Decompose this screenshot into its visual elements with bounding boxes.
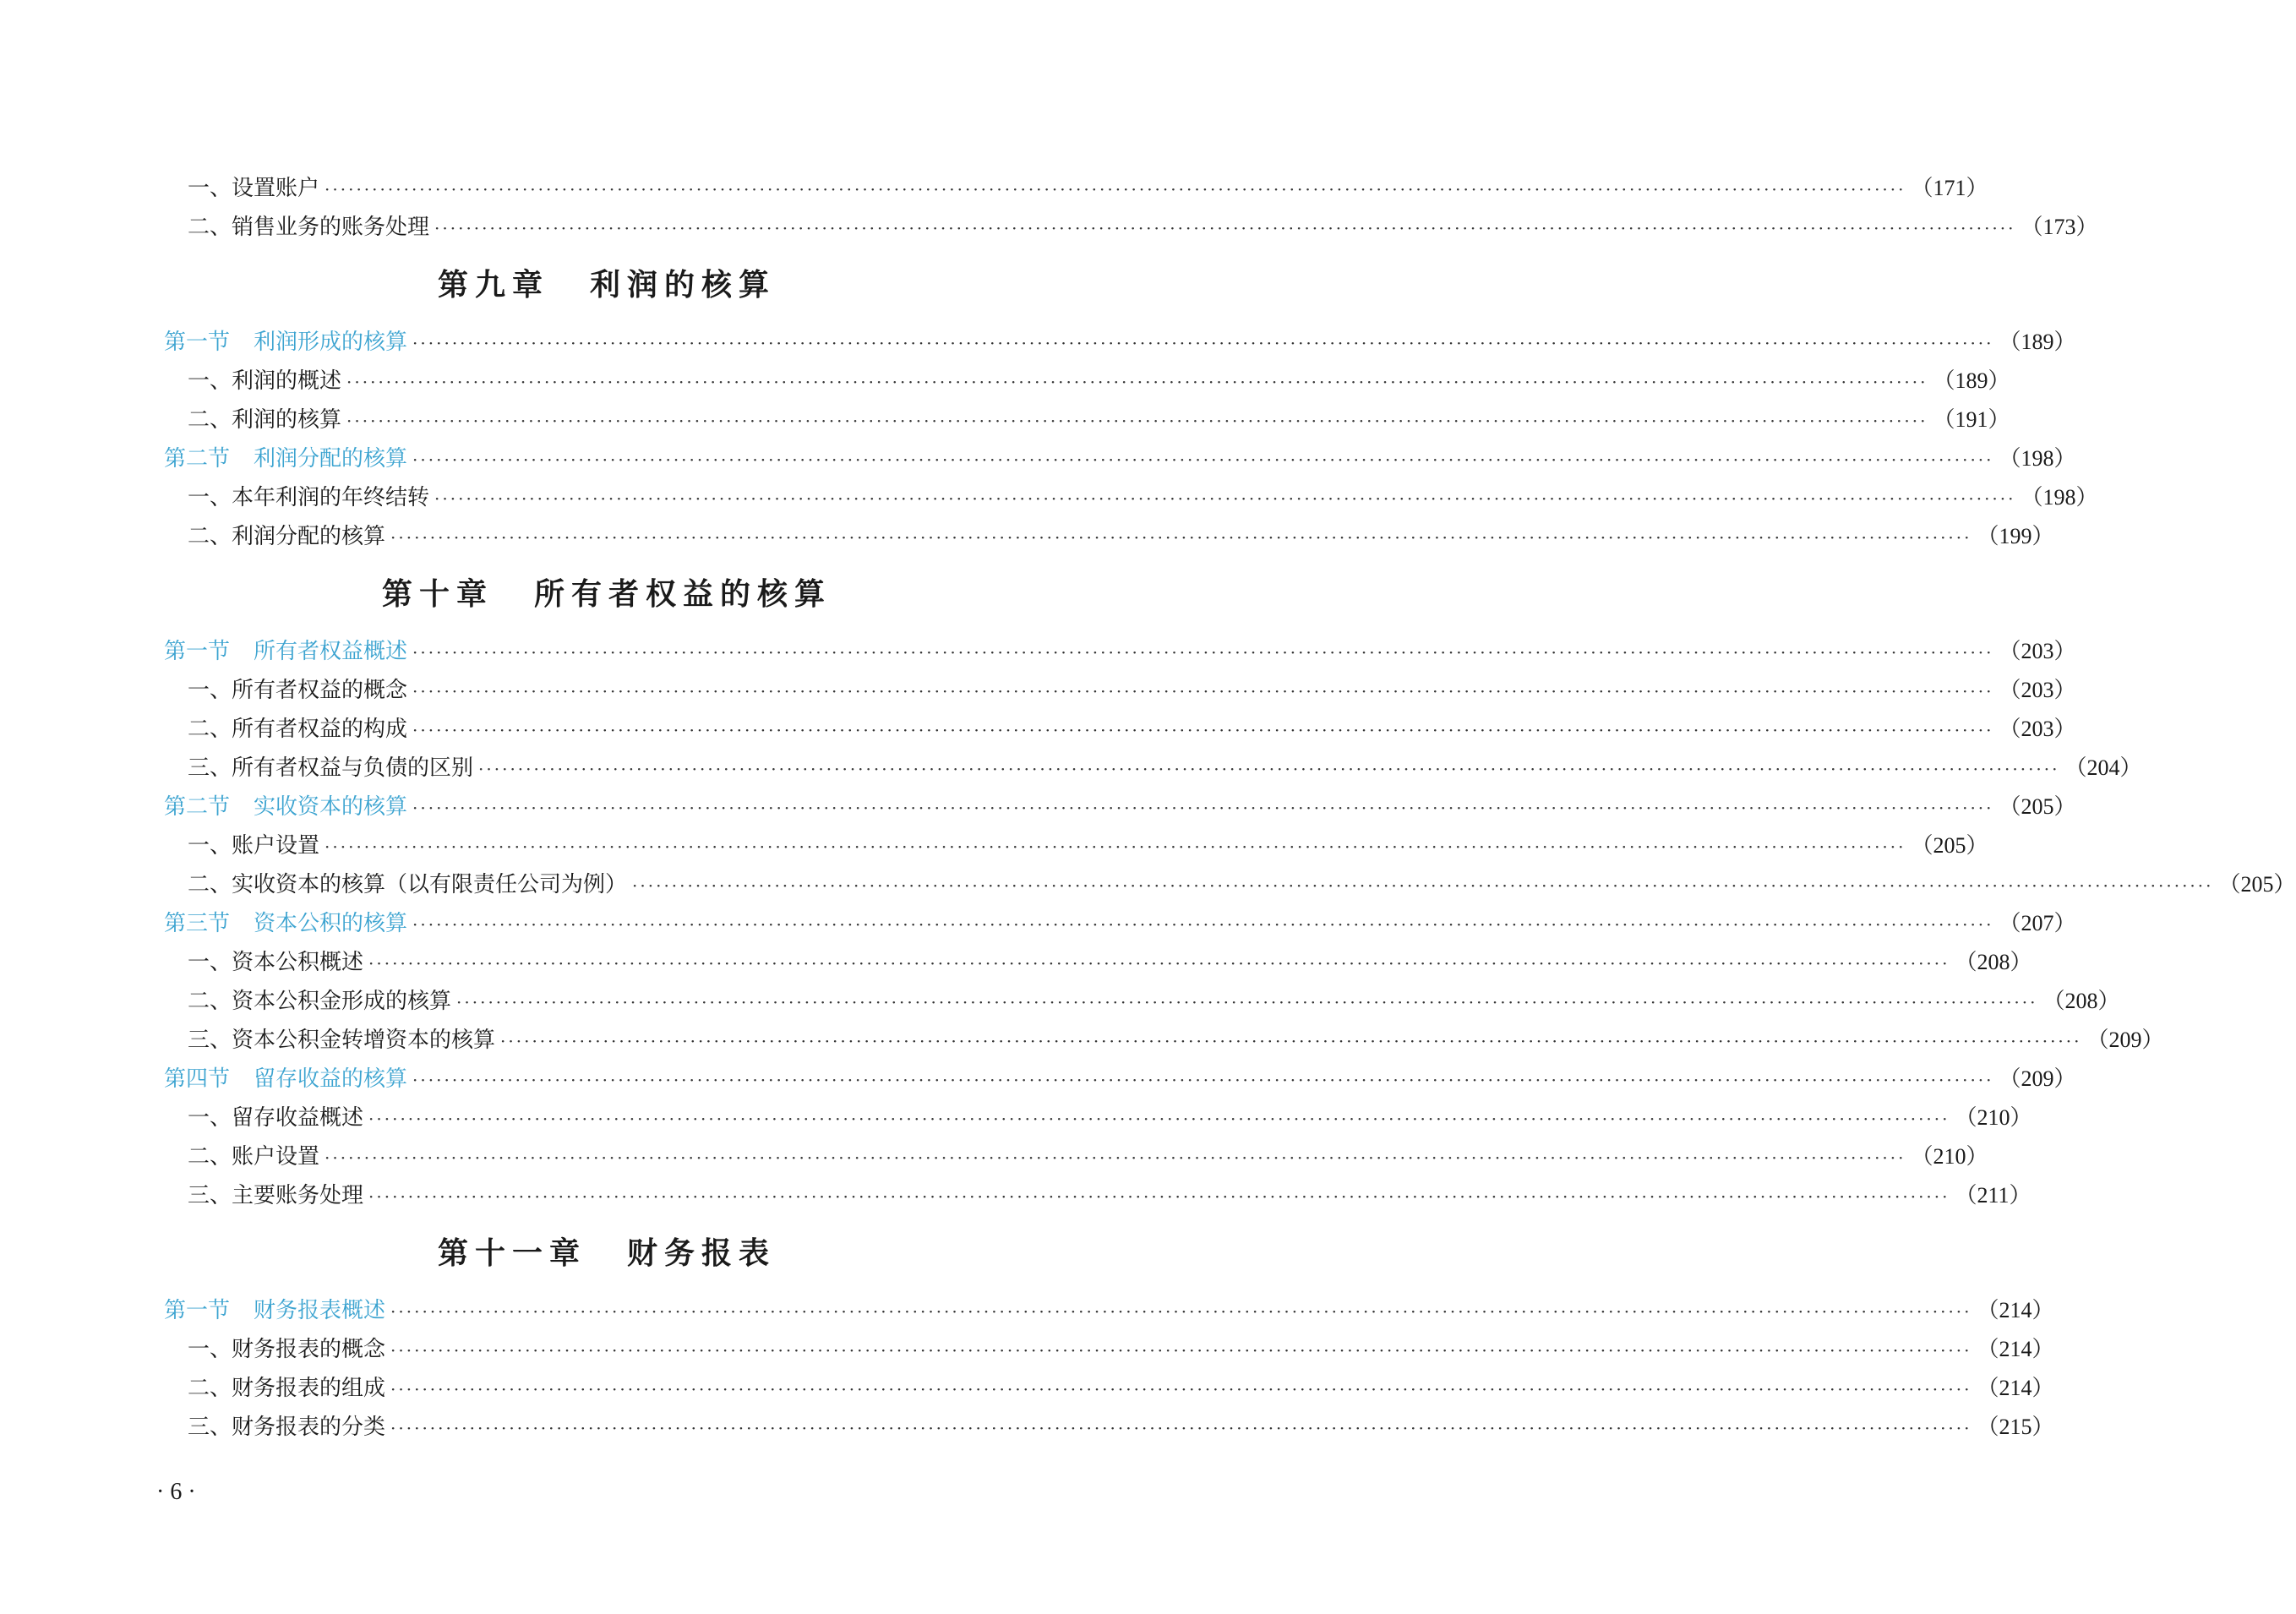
dot-leader: ········································································································································································································	[368, 1186, 1950, 1207]
section-number: 第二节	[164, 446, 231, 472]
subsection-title: 三、所有者权益与负债的区别	[188, 755, 474, 781]
dot-leader: ········································································································································································································	[390, 1418, 1972, 1438]
toc-section-entry[interactable]	[164, 323, 2076, 362]
subsection-title: 二、财务报表的组成	[188, 1376, 386, 1401]
toc-section-entry[interactable]	[164, 1060, 2076, 1099]
subsection-title: 二、销售业务的账务处理	[188, 215, 430, 240]
page-reference: （171）	[1911, 176, 1988, 200]
dot-leader: ········································································································································································································	[412, 720, 1994, 740]
toc-section-entry[interactable]	[164, 904, 2076, 943]
toc-subsection-entry[interactable]	[164, 401, 2010, 439]
page-reference: （214）	[1977, 1337, 2054, 1361]
section-number: 第一节	[164, 639, 231, 664]
dot-leader: ········································································································································································································	[324, 179, 1906, 199]
section-label	[164, 632, 407, 671]
subsection-title: 一、所有者权益的概念	[188, 678, 408, 703]
toc-subsection-entry[interactable]	[164, 1137, 1988, 1176]
chapter-title: 所有者权益的核算	[534, 576, 832, 612]
dot-leader: ········································································································································································································	[390, 1301, 1972, 1322]
dot-leader: ········································································································································································································	[412, 798, 1994, 818]
dot-leader: ········································································································································································································	[412, 642, 1994, 663]
subsection-title: 一、资本公积概述	[188, 950, 364, 975]
section-label	[164, 1060, 407, 1099]
page-reference: （208）	[2042, 989, 2120, 1013]
toc-subsection-entry[interactable]	[164, 982, 2120, 1021]
subsection-title: 一、财务报表的概念	[188, 1337, 386, 1362]
page-reference: （205）	[1911, 833, 1988, 858]
section-title: 利润形成的核算	[254, 330, 408, 355]
dot-leader: ········································································································································································································	[346, 372, 1928, 392]
subsection-title: 三、资本公积金转增资本的核算	[188, 1028, 496, 1053]
toc-subsection-entry[interactable]	[164, 1330, 2054, 1369]
toc-subsection-entry[interactable]	[164, 208, 2098, 247]
chapter-number: 第九章	[437, 267, 549, 303]
section-label	[164, 439, 407, 478]
chapter-title: 利润的核算	[590, 267, 777, 303]
dot-leader: ········································································································································································································	[632, 875, 2214, 896]
page-reference: （208）	[1955, 950, 2032, 974]
section-number: 第一节	[164, 1298, 231, 1323]
toc-subsection-entry[interactable]	[164, 671, 2076, 710]
page-reference: （199）	[1977, 524, 2054, 548]
page-reference: （205）	[1999, 794, 2076, 819]
toc-subsection-entry[interactable]	[164, 169, 1988, 208]
page-reference: （204）	[2064, 755, 2142, 780]
section-title: 资本公积的核算	[254, 911, 408, 936]
page-reference: （209）	[2086, 1028, 2164, 1052]
chapter-number: 第十章	[381, 576, 494, 612]
page-reference: （203）	[1999, 639, 2076, 663]
table-of-contents	[164, 169, 2296, 1447]
page-reference: （205）	[2218, 872, 2296, 897]
page-reference: （191）	[1933, 407, 2010, 432]
subsection-title: 一、设置账户	[188, 176, 320, 201]
toc-subsection-entry[interactable]	[164, 1099, 2032, 1137]
toc-section-entry[interactable]	[164, 439, 2076, 478]
toc-section-entry[interactable]	[164, 1291, 2054, 1330]
chapter-heading	[164, 556, 1050, 632]
subsection-title: 一、账户设置	[188, 833, 320, 859]
page-reference: （198）	[2021, 485, 2098, 510]
toc-subsection-entry[interactable]	[164, 865, 2296, 904]
page-reference: （214）	[1977, 1298, 2054, 1322]
page-reference: （203）	[1999, 678, 2076, 702]
subsection-title: 二、资本公积金形成的核算	[188, 989, 452, 1014]
page-reference: （215）	[1977, 1415, 2054, 1439]
subsection-title: 二、账户设置	[188, 1144, 320, 1170]
section-title: 留存收益的核算	[254, 1066, 408, 1092]
toc-subsection-entry[interactable]	[164, 749, 2142, 788]
section-number: 第二节	[164, 794, 231, 820]
page-reference: （207）	[1999, 911, 2076, 935]
dot-leader: ········································································································································································································	[412, 1070, 1994, 1090]
dot-leader: ········································································································································································································	[456, 992, 2038, 1012]
chapter-heading	[164, 1215, 1050, 1291]
page-reference: （189）	[1933, 368, 2010, 393]
section-title: 利润分配的核算	[254, 446, 408, 472]
section-label	[164, 788, 407, 826]
toc-subsection-entry[interactable]	[164, 710, 2076, 749]
toc-subsection-entry[interactable]	[164, 943, 2032, 982]
dot-leader: ········································································································································································································	[478, 759, 2060, 779]
section-number: 第三节	[164, 911, 231, 936]
page-reference: （210）	[1911, 1144, 1988, 1169]
dot-leader: ········································································································································································································	[412, 681, 1994, 701]
subsection-title: 二、利润的核算	[188, 407, 342, 433]
toc-section-entry[interactable]	[164, 788, 2076, 826]
subsection-title: 一、留存收益概述	[188, 1105, 364, 1131]
subsection-title: 二、利润分配的核算	[188, 524, 386, 549]
page-number: · 6 ·	[156, 1479, 196, 1505]
section-label	[164, 1291, 385, 1330]
dot-leader: ········································································································································································································	[412, 914, 1994, 935]
section-title: 财务报表概述	[254, 1298, 386, 1323]
dot-leader: ········································································································································································································	[390, 527, 1972, 548]
toc-subsection-entry[interactable]	[164, 362, 2010, 401]
dot-leader: ········································································································································································································	[412, 333, 1994, 353]
page-reference: （198）	[1999, 446, 2076, 471]
toc-subsection-entry[interactable]	[164, 1408, 2054, 1447]
page-reference: （210）	[1955, 1105, 2032, 1130]
subsection-title: 二、所有者权益的构成	[188, 717, 408, 742]
chapter-number: 第十一章	[437, 1235, 586, 1271]
page-reference: （173）	[2021, 215, 2098, 239]
section-label	[164, 323, 407, 362]
dot-leader: ········································································································································································································	[434, 488, 2016, 509]
section-number: 第四节	[164, 1066, 231, 1092]
page-reference: （209）	[1999, 1066, 2076, 1091]
dot-leader: ········································································································································································································	[324, 1148, 1906, 1168]
toc-subsection-entry[interactable]	[164, 478, 2098, 517]
dot-leader: ········································································································································································································	[368, 1109, 1950, 1129]
page-reference: （214）	[1977, 1376, 2054, 1400]
section-title: 所有者权益概述	[254, 639, 408, 664]
toc-subsection-entry[interactable]	[164, 1369, 2054, 1408]
section-label	[164, 904, 407, 943]
toc-subsection-entry[interactable]	[164, 517, 2054, 556]
subsection-title: 三、财务报表的分类	[188, 1415, 386, 1440]
page-reference: （203）	[1999, 717, 2076, 741]
dot-leader: ········································································································································································································	[412, 450, 1994, 470]
chapter-title: 财务报表	[627, 1235, 777, 1271]
subsection-title: 二、实收资本的核算（以有限责任公司为例）	[188, 872, 628, 897]
dot-leader: ········································································································································································································	[500, 1031, 2082, 1051]
toc-section-entry[interactable]	[164, 632, 2076, 671]
toc-subsection-entry[interactable]	[164, 1021, 2164, 1060]
toc-subsection-entry[interactable]	[164, 826, 1988, 865]
subsection-title: 一、利润的概述	[188, 368, 342, 394]
dot-leader: ········································································································································································································	[390, 1379, 1972, 1399]
dot-leader: ········································································································································································································	[390, 1340, 1972, 1360]
dot-leader: ········································································································································································································	[324, 837, 1906, 857]
subsection-title: 三、主要账务处理	[188, 1183, 364, 1208]
page-reference: （211）	[1955, 1183, 2031, 1208]
dot-leader: ········································································································································································································	[434, 218, 2016, 238]
subsection-title: 一、本年利润的年终结转	[188, 485, 430, 510]
page-reference: （189）	[1999, 330, 2076, 354]
section-title: 实收资本的核算	[254, 794, 408, 820]
section-number: 第一节	[164, 330, 231, 355]
toc-subsection-entry[interactable]	[164, 1176, 2031, 1215]
chapter-heading	[164, 247, 1050, 323]
dot-leader: ········································································································································································································	[346, 411, 1928, 431]
dot-leader: ········································································································································································································	[368, 953, 1950, 973]
